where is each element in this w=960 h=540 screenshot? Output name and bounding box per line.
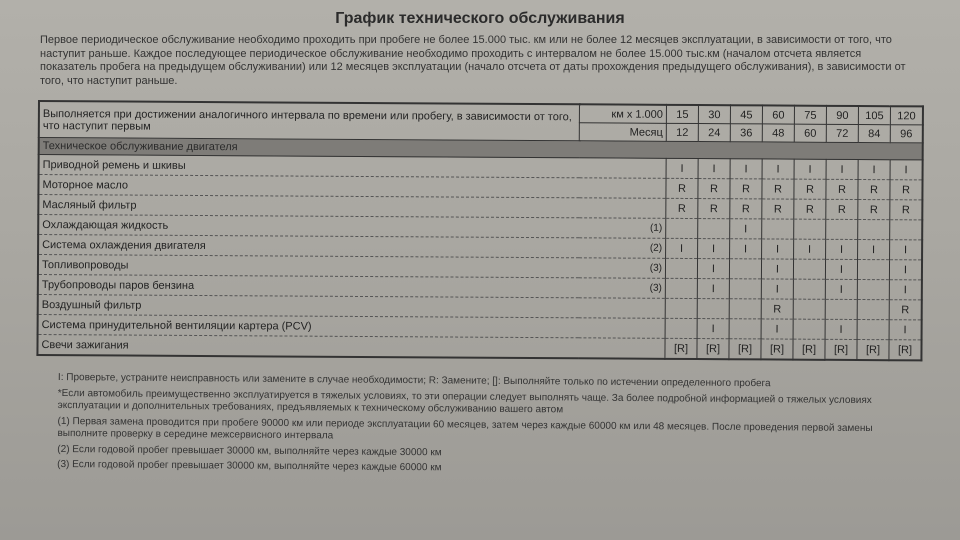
item-name: Масляный фильтр xyxy=(38,195,579,218)
service-cell: I xyxy=(858,240,890,260)
month-value: 72 xyxy=(826,124,858,142)
service-cell: I xyxy=(761,259,793,279)
service-cell: I xyxy=(697,319,729,339)
service-cell: I xyxy=(697,279,729,299)
km-value: 105 xyxy=(858,106,890,125)
month-value: 36 xyxy=(730,124,762,142)
item-name: Приводной ремень и шкивы xyxy=(39,155,580,178)
month-value: 24 xyxy=(698,124,730,142)
item-name: Система охлаждения двигателя xyxy=(38,235,579,258)
intro-paragraph: Первое периодическое обслуживание необходимо проходить при пробеге не более 15.000 тыс. км или не более 12 месяцев эксплуатации, в зависимости от того, что наступит раньше. Каждое последующее периодическое обслуживание необходимо проходить с интервалом не более 15.000 тыс.км (началом отсчета является показатель пробега на предыдущем обслуживании) или 12 месяцев эксплуатации (начало отсчета от даты прохождения предыдущего обслуживания), в зависимости от того, что наступит раньше. xyxy=(40,34,906,87)
service-cell: [R] xyxy=(793,339,825,360)
service-cell: [R] xyxy=(697,339,729,360)
service-cell: I xyxy=(730,219,762,239)
km-value: 120 xyxy=(890,106,923,125)
item-name: Воздушный фильтр xyxy=(38,295,579,318)
service-cell: R xyxy=(730,199,762,219)
service-cell xyxy=(857,280,889,300)
service-cell: R xyxy=(826,179,858,199)
item-note xyxy=(579,158,666,179)
service-cell: [R] xyxy=(889,340,922,361)
service-cell xyxy=(729,279,761,299)
service-cell xyxy=(793,319,825,339)
item-name: Охлаждающая жидкость xyxy=(38,215,579,238)
item-name: Топливопроводы xyxy=(38,255,579,278)
service-cell: R xyxy=(794,179,826,199)
header-description: Выполняется при достижении аналогичного интервала по времени или пробегу, в зависимости от того, что наступит первым xyxy=(39,101,580,141)
item-note xyxy=(579,198,666,219)
service-cell: [R] xyxy=(825,339,857,360)
service-cell: I xyxy=(698,239,730,259)
service-cell: I xyxy=(825,259,857,279)
service-cell xyxy=(698,219,730,239)
item-name: Система принудительной вентиляции картера (PCV) xyxy=(38,315,579,338)
service-cell: [R] xyxy=(729,339,761,360)
month-label: Месяц xyxy=(579,123,666,142)
service-cell: I xyxy=(825,279,857,299)
service-cell: I xyxy=(825,319,857,339)
section-title: Техническое обслуживание двигателя xyxy=(39,138,923,160)
item-note xyxy=(578,298,665,319)
service-cell xyxy=(729,319,761,339)
service-cell: R xyxy=(890,200,923,220)
service-cell xyxy=(729,299,761,319)
service-cell xyxy=(793,259,825,279)
item-note: (2) xyxy=(579,238,666,259)
header-km-row xyxy=(39,101,923,125)
service-cell xyxy=(665,318,697,338)
km-label: км х 1.000 xyxy=(579,104,666,123)
service-cell: I xyxy=(698,159,730,179)
service-cell: I xyxy=(890,160,923,180)
service-cell: I xyxy=(858,160,890,180)
service-cell: R xyxy=(858,180,890,200)
service-cell: I xyxy=(666,158,698,178)
service-cell xyxy=(857,320,889,340)
service-cell xyxy=(794,219,826,239)
km-value: 90 xyxy=(826,106,858,125)
service-cell xyxy=(858,220,890,240)
service-cell xyxy=(825,299,857,319)
maintenance-schedule-table xyxy=(36,100,924,361)
service-cell: I xyxy=(794,239,826,259)
service-cell: R xyxy=(762,179,794,199)
service-cell: I xyxy=(794,159,826,179)
legend-note: I: Проверьте, устраните неисправность или замените в случае необходимости; R: Замените; []: Выполняйте только по истечении определенного пробега xyxy=(57,372,771,390)
service-cell xyxy=(857,260,889,280)
km-value: 60 xyxy=(762,105,794,124)
heavy-conditions-note: *Если автомобиль преимущественно эксплуатируется в тяжелых условиях, то эти операции следует выполнять чаще. За более подробной информацией о тяжелых условиях эксплуатации и дополнительных требованиях, предъявляемых к техническому обслуживанию вашего автом xyxy=(57,387,872,416)
item-note: (3) xyxy=(578,278,665,299)
service-cell: I xyxy=(889,280,922,300)
service-cell: R xyxy=(889,300,922,320)
footnote-2: (2) Если годовой пробег превышает 30000 км, выполняйте через каждые 30000 км xyxy=(57,443,442,458)
month-value: 96 xyxy=(890,125,923,143)
service-cell: R xyxy=(826,199,858,219)
km-value: 30 xyxy=(698,105,730,124)
footnote-1: (1) Первая замена проводится при пробеге 90000 км или периоде эксплуатации 60 месяцев, затем через каждые 60000 км или 48 месяцев. После проведения первой замены выполните проверку в середине межсервисного интервала xyxy=(57,415,873,442)
item-note: (1) xyxy=(579,218,666,239)
service-cell: I xyxy=(666,238,698,258)
footnotes xyxy=(57,372,918,482)
item-note xyxy=(578,338,665,359)
service-cell: I xyxy=(762,239,794,259)
service-cell: I xyxy=(730,159,762,179)
item-name: Моторное масло xyxy=(38,175,579,198)
km-value: 15 xyxy=(666,105,698,124)
service-cell: R xyxy=(730,179,762,199)
month-value: 84 xyxy=(858,125,890,143)
month-value: 60 xyxy=(794,124,826,142)
item-name: Свечи зажигания xyxy=(37,335,578,359)
service-cell: R xyxy=(666,178,698,198)
service-cell: R xyxy=(761,299,793,319)
service-cell xyxy=(697,299,729,319)
item-note: (3) xyxy=(578,258,665,279)
service-cell xyxy=(890,220,923,240)
page-title: График технического обслуживания xyxy=(335,10,625,27)
service-cell: R xyxy=(858,200,890,220)
service-cell: [R] xyxy=(857,340,889,361)
service-cell: I xyxy=(826,239,858,259)
service-cell: I xyxy=(889,320,922,340)
month-value: 48 xyxy=(762,124,794,142)
service-cell xyxy=(666,218,698,238)
service-cell: I xyxy=(826,159,858,179)
service-cell: [R] xyxy=(761,339,793,360)
service-cell xyxy=(826,219,858,239)
service-cell: I xyxy=(761,319,793,339)
service-cell: R xyxy=(762,199,794,219)
km-value: 45 xyxy=(730,105,762,124)
service-cell xyxy=(665,278,697,298)
service-cell xyxy=(762,219,794,239)
service-cell: I xyxy=(889,260,922,280)
month-value: 12 xyxy=(666,123,698,141)
service-cell: I xyxy=(761,279,793,299)
service-cell: R xyxy=(890,180,923,200)
service-cell xyxy=(793,299,825,319)
footnote-3: (3) Если годовой пробег превышает 30000 км, выполняйте через каждые 60000 км xyxy=(57,458,442,474)
service-cell: I xyxy=(730,239,762,259)
service-cell xyxy=(729,259,761,279)
service-cell: I xyxy=(697,259,729,279)
service-cell xyxy=(665,258,697,278)
service-cell xyxy=(857,300,889,320)
service-cell: R xyxy=(698,199,730,219)
service-cell: R xyxy=(666,198,698,218)
item-note xyxy=(578,318,665,339)
service-cell xyxy=(665,298,697,318)
service-cell: [R] xyxy=(665,338,697,359)
item-note xyxy=(579,178,666,199)
service-cell: R xyxy=(698,179,730,199)
item-name: Трубопроводы паров бензина xyxy=(38,275,579,298)
service-cell xyxy=(793,279,825,299)
km-value: 75 xyxy=(794,106,826,125)
service-cell: R xyxy=(794,199,826,219)
schedule-row xyxy=(37,335,921,361)
service-cell: I xyxy=(762,159,794,179)
service-cell: I xyxy=(890,240,923,260)
